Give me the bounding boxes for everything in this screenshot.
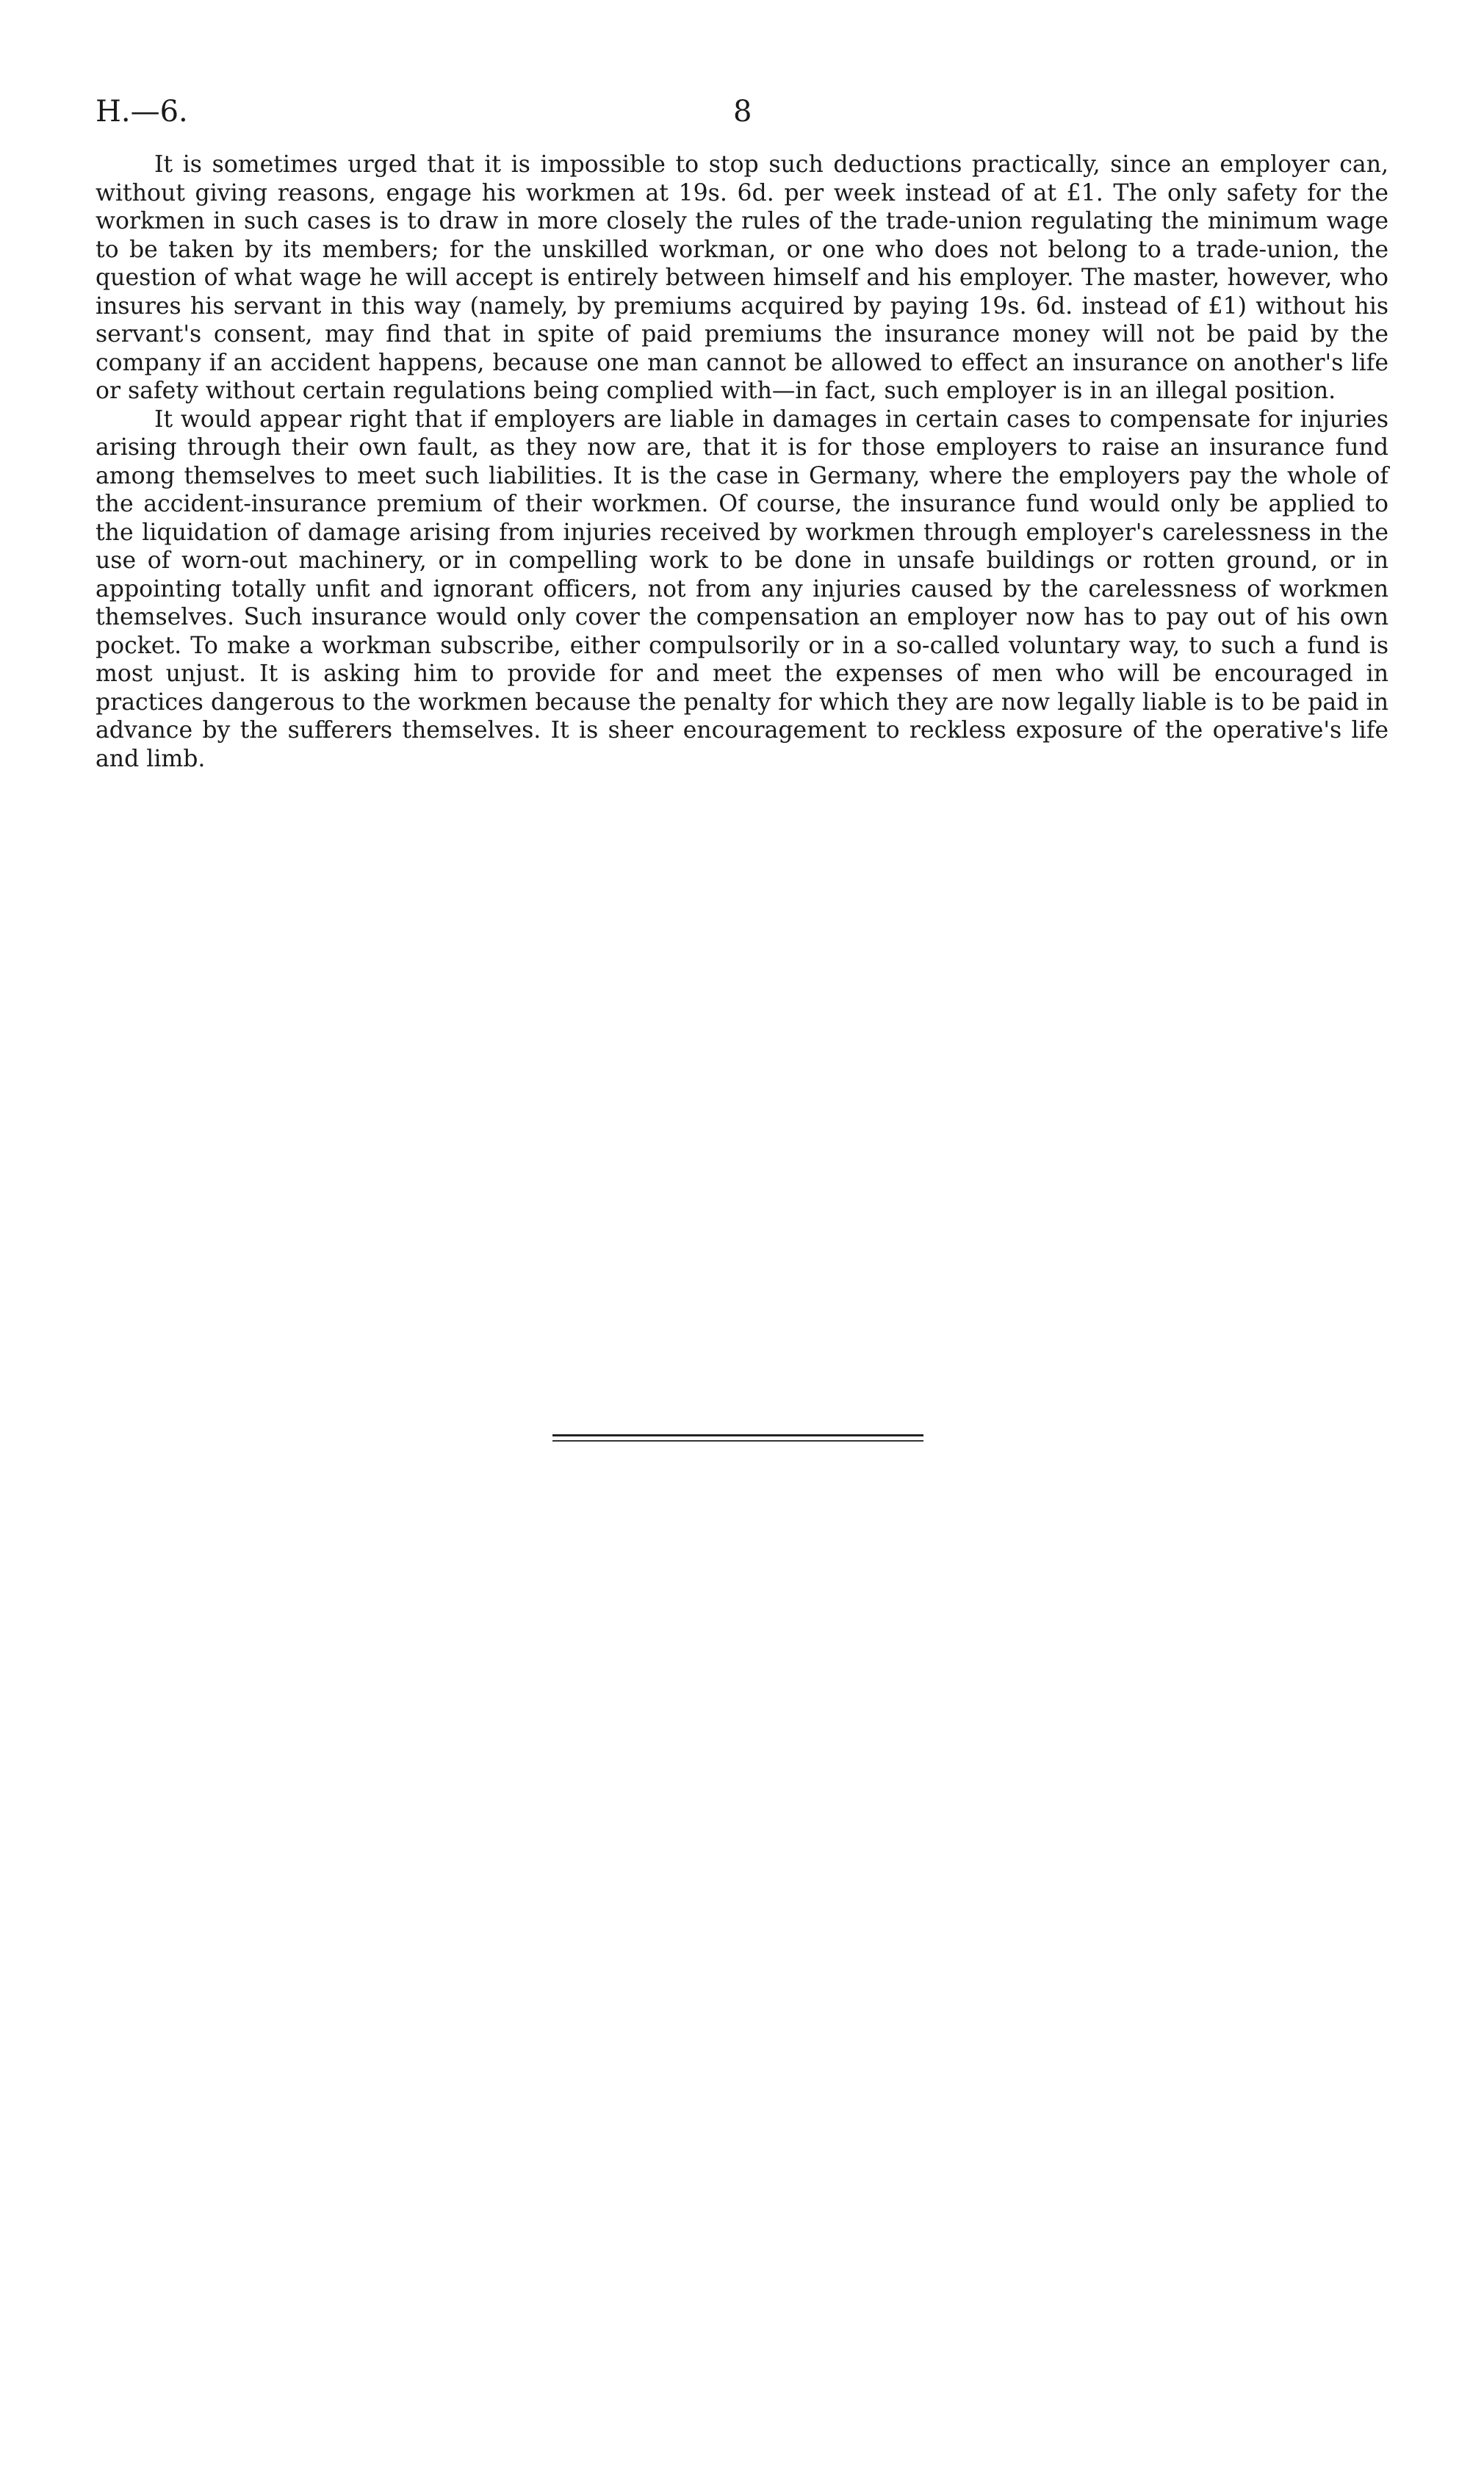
rule-line-thin [552,1440,923,1442]
body-text [96,151,1388,773]
document-reference: H.—6. [96,95,188,129]
closing-double-rule [552,1434,923,1442]
paragraph-1: It is sometimes urged that it is impossible to stop such deductions practically, since an employer can, without giving reasons, engage his workmen at 19s. 6d. per week instead of at £1. The only safety for the workmen in such cases is to draw in more closely the rules of the trade-union regulating the minimum wage to be taken by its members; for the unskilled workman, or one who does not belong to a trade-union, the question of what wage he will accept is entirely between himself and his employer. The master, however, who insures his servant in this way (namely, by premiums acquired by paying 19s. 6d. instead of £1) without his servant's consent, may find that in spite of paid premiums the insurance money will not be paid by the company if an accident happens, because one man cannot be allowed to effect an insurance on another's life or safety without certain regulations being complied with—in fact, such employer is in an illegal position. [96,151,1388,404]
page-header [96,94,1388,138]
page-number: 8 [733,95,752,129]
paragraph-2: It would appear right that if employers are liable in damages in certain cases to compensate for injuries arising through their own fault, as they now are, that it is for those employers to raise an insurance fund among themselves to meet such liabilities. It is the case in Germany, where the employers pay the whole of the accident-insurance premium of their workmen. Of course, the insurance fund would only be applied to the liquidation of damage arising from injuries received by workmen through employer's carelessness in the use of worn-out machinery, or in compelling work to be done in unsafe buildings or rotten ground, or in appointing totally unfit and ignorant officers, not from any injuries caused by the carelessness of workmen themselves. Such insurance would only cover the compensation an employer now has to pay out of his own pocket. To make a workman subscribe, either compulsorily or in a so-called voluntary way, to such a fund is most unjust. It is asking him to provide for and meet the expenses of men who will be encouraged in practices dangerous to the workmen because the penalty for which they are now legally liable is to be paid in advance by the sufferers themselves. It is sheer encouragement to reckless exposure of the operative's life and limb. [96,406,1388,772]
rule-line-thick [552,1434,923,1436]
